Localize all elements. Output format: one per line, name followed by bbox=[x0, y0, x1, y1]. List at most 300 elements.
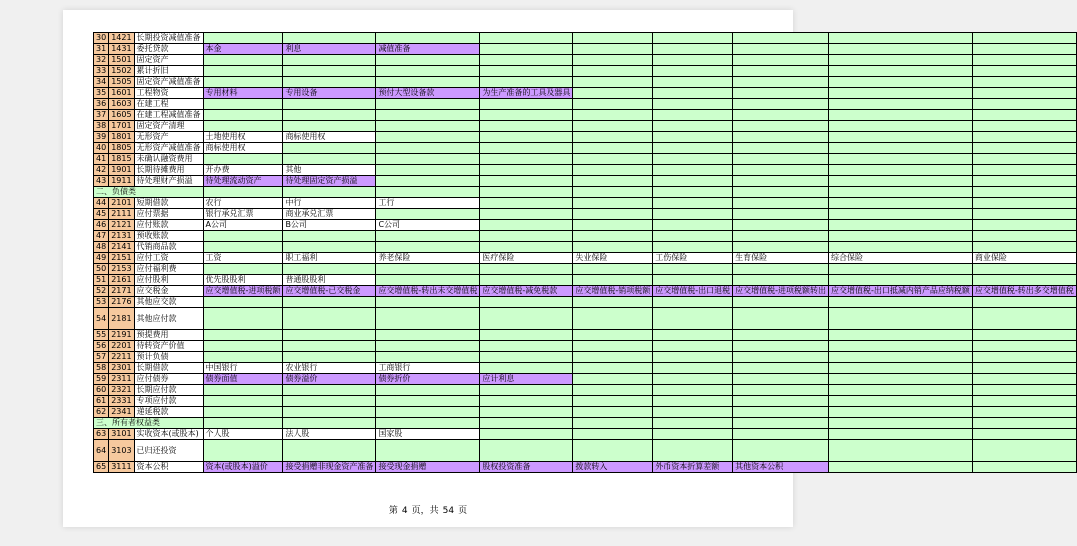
sub-account-cell bbox=[376, 330, 480, 341]
sub-account-cell bbox=[480, 121, 573, 132]
sub-account-cell bbox=[203, 154, 283, 165]
section-header-row bbox=[94, 418, 1077, 429]
sub-account-cell bbox=[283, 110, 376, 121]
sub-account-cell: 生育保险 bbox=[733, 253, 829, 264]
row-number-cell: 58 bbox=[94, 363, 109, 374]
account-name-cell: 固定资产减值准备 bbox=[134, 77, 203, 88]
sub-account-cell bbox=[480, 275, 573, 286]
account-name-cell: 待处理财产损溢 bbox=[134, 176, 203, 187]
sub-account-cell bbox=[376, 187, 480, 198]
sub-account-cell bbox=[829, 275, 973, 286]
sub-account-cell bbox=[203, 396, 283, 407]
sub-account-cell bbox=[573, 385, 653, 396]
sub-account-cell bbox=[829, 264, 973, 275]
sub-account-cell bbox=[972, 55, 1076, 66]
sub-account-cell bbox=[573, 242, 653, 253]
sub-account-cell: 其他资本公积 bbox=[733, 462, 829, 473]
sub-account-cell: 土地使用权 bbox=[203, 132, 283, 143]
sub-account-cell bbox=[480, 220, 573, 231]
page-footer bbox=[63, 503, 793, 516]
row-number-cell: 49 bbox=[94, 253, 109, 264]
table-row bbox=[94, 198, 1077, 209]
table-row bbox=[94, 286, 1077, 297]
sub-account-cell: 工商银行 bbox=[376, 363, 480, 374]
sub-account-cell bbox=[829, 385, 973, 396]
sub-account-cell: 应交增值税-出口抵减内销产品应纳税额 bbox=[829, 286, 973, 297]
account-name-cell: 预计负债 bbox=[134, 352, 203, 363]
account-code-cell: 1431 bbox=[109, 44, 134, 55]
sub-account-cell bbox=[573, 55, 653, 66]
sub-account-cell: 专用设备 bbox=[283, 88, 376, 99]
sub-account-cell bbox=[733, 275, 829, 286]
sub-account-cell bbox=[376, 242, 480, 253]
sub-account-cell bbox=[972, 220, 1076, 231]
sub-account-cell bbox=[653, 88, 733, 99]
footer-page-number: 4 bbox=[401, 506, 408, 516]
row-number-cell: 43 bbox=[94, 176, 109, 187]
account-name-cell: 累计折旧 bbox=[134, 66, 203, 77]
row-number-cell: 62 bbox=[94, 407, 109, 418]
sub-account-cell bbox=[573, 165, 653, 176]
sub-account-cell bbox=[480, 341, 573, 352]
sub-account-cell bbox=[829, 297, 973, 308]
table-row bbox=[94, 154, 1077, 165]
sub-account-cell bbox=[829, 33, 973, 44]
footer-prefix: 第 bbox=[388, 506, 398, 516]
table-row bbox=[94, 374, 1077, 385]
sub-account-cell bbox=[573, 110, 653, 121]
sub-account-cell: 其他 bbox=[283, 165, 376, 176]
sub-account-cell bbox=[573, 209, 653, 220]
sub-account-cell: 中国银行 bbox=[203, 363, 283, 374]
sub-account-cell bbox=[972, 165, 1076, 176]
sub-account-cell bbox=[573, 407, 653, 418]
sub-account-cell: 本金 bbox=[203, 44, 283, 55]
sub-account-cell: 应交增值税-减免税款 bbox=[480, 286, 573, 297]
account-name-cell: 待转资产价值 bbox=[134, 341, 203, 352]
sub-account-cell: B公司 bbox=[283, 220, 376, 231]
sub-account-cell bbox=[653, 363, 733, 374]
table-row bbox=[94, 330, 1077, 341]
sub-account-cell bbox=[972, 352, 1076, 363]
sub-account-cell bbox=[283, 308, 376, 330]
sub-account-cell: 养老保险 bbox=[376, 253, 480, 264]
sub-account-cell bbox=[376, 66, 480, 77]
sub-account-cell: 商业承兑汇票 bbox=[283, 209, 376, 220]
sub-account-cell bbox=[972, 44, 1076, 55]
sub-account-cell: 银行承兑汇票 bbox=[203, 209, 283, 220]
account-name-cell: 代销商品款 bbox=[134, 242, 203, 253]
sub-account-cell bbox=[653, 264, 733, 275]
sub-account-cell bbox=[733, 176, 829, 187]
sub-account-cell bbox=[733, 440, 829, 462]
sub-account-cell bbox=[972, 341, 1076, 352]
footer-suffix: 页 bbox=[458, 506, 468, 516]
sub-account-cell bbox=[653, 187, 733, 198]
sub-account-cell bbox=[733, 429, 829, 440]
sub-account-cell bbox=[376, 264, 480, 275]
sub-account-cell bbox=[733, 418, 829, 429]
account-name-cell: 在建工程 bbox=[134, 99, 203, 110]
sub-account-cell bbox=[733, 374, 829, 385]
sub-account-cell bbox=[283, 154, 376, 165]
sub-account-cell bbox=[203, 418, 283, 429]
sub-account-cell bbox=[283, 297, 376, 308]
sub-account-cell bbox=[480, 363, 573, 374]
sub-account-cell: 应交增值税-销项税额 bbox=[573, 286, 653, 297]
sub-account-cell bbox=[283, 77, 376, 88]
sub-account-cell bbox=[972, 418, 1076, 429]
table-row bbox=[94, 341, 1077, 352]
sub-account-cell bbox=[203, 231, 283, 242]
sub-account-cell bbox=[480, 231, 573, 242]
account-code-cell: 1502 bbox=[109, 66, 134, 77]
sub-account-cell bbox=[376, 154, 480, 165]
row-number-cell: 37 bbox=[94, 110, 109, 121]
sub-account-cell: 开办费 bbox=[203, 165, 283, 176]
sub-account-cell bbox=[972, 308, 1076, 330]
sub-account-cell bbox=[653, 396, 733, 407]
sub-account-cell bbox=[283, 143, 376, 154]
sub-account-cell bbox=[480, 132, 573, 143]
sub-account-cell bbox=[203, 242, 283, 253]
sub-account-cell bbox=[653, 99, 733, 110]
sub-account-cell bbox=[203, 308, 283, 330]
sub-account-cell bbox=[480, 77, 573, 88]
sub-account-cell: 应交增值税-转出未交增值税 bbox=[376, 286, 480, 297]
sub-account-cell bbox=[203, 187, 283, 198]
row-number-cell: 55 bbox=[94, 330, 109, 341]
account-code-cell: 3103 bbox=[109, 440, 134, 462]
sub-account-cell: 为生产准备的工具及器具 bbox=[480, 88, 573, 99]
sub-account-cell bbox=[829, 462, 973, 473]
row-number-cell: 65 bbox=[94, 462, 109, 473]
sub-account-cell bbox=[653, 231, 733, 242]
sub-account-cell bbox=[376, 352, 480, 363]
table-row bbox=[94, 33, 1077, 44]
sub-account-cell bbox=[829, 55, 973, 66]
sub-account-cell bbox=[653, 330, 733, 341]
account-name-cell: 固定资产 bbox=[134, 55, 203, 66]
sub-account-cell bbox=[480, 440, 573, 462]
sub-account-cell bbox=[829, 187, 973, 198]
sub-account-cell bbox=[733, 363, 829, 374]
sub-account-cell bbox=[972, 374, 1076, 385]
sub-account-cell bbox=[283, 330, 376, 341]
sub-account-cell bbox=[972, 242, 1076, 253]
sub-account-cell bbox=[376, 33, 480, 44]
account-code-cell: 2176 bbox=[109, 297, 134, 308]
table-row bbox=[94, 66, 1077, 77]
table-row bbox=[94, 209, 1077, 220]
table-row bbox=[94, 264, 1077, 275]
sub-account-cell bbox=[203, 99, 283, 110]
sub-account-cell bbox=[376, 176, 480, 187]
sub-account-cell bbox=[283, 187, 376, 198]
sub-account-cell bbox=[733, 308, 829, 330]
account-code-cell: 2201 bbox=[109, 341, 134, 352]
sub-account-cell bbox=[203, 77, 283, 88]
account-code-cell: 2181 bbox=[109, 308, 134, 330]
sub-account-cell bbox=[573, 77, 653, 88]
sub-account-cell bbox=[203, 55, 283, 66]
sub-account-cell bbox=[653, 385, 733, 396]
sub-account-cell bbox=[653, 154, 733, 165]
sub-account-cell bbox=[972, 209, 1076, 220]
sub-account-cell bbox=[653, 242, 733, 253]
sub-account-cell: 应计利息 bbox=[480, 374, 573, 385]
sub-account-cell bbox=[829, 407, 973, 418]
sub-account-cell bbox=[733, 396, 829, 407]
sub-account-cell bbox=[283, 242, 376, 253]
sub-account-cell bbox=[376, 308, 480, 330]
sub-account-cell bbox=[829, 66, 973, 77]
sub-account-cell bbox=[829, 110, 973, 121]
sub-account-cell bbox=[829, 132, 973, 143]
sub-account-cell bbox=[480, 99, 573, 110]
sub-account-cell bbox=[480, 418, 573, 429]
sub-account-cell bbox=[829, 363, 973, 374]
sub-account-cell: 债券面值 bbox=[203, 374, 283, 385]
account-name-cell: 资本公积 bbox=[134, 462, 203, 473]
sub-account-cell bbox=[733, 66, 829, 77]
sub-account-cell bbox=[480, 110, 573, 121]
sub-account-cell bbox=[829, 220, 973, 231]
row-number-cell: 57 bbox=[94, 352, 109, 363]
sub-account-cell bbox=[653, 220, 733, 231]
account-name-cell: 专项应付款 bbox=[134, 396, 203, 407]
section-label: 三、所有者权益类 bbox=[94, 418, 204, 429]
sub-account-cell bbox=[972, 99, 1076, 110]
sub-account-cell bbox=[573, 264, 653, 275]
sub-account-cell bbox=[829, 143, 973, 154]
sub-account-cell bbox=[573, 88, 653, 99]
sub-account-cell bbox=[733, 187, 829, 198]
sub-account-cell bbox=[376, 209, 480, 220]
sub-account-cell bbox=[733, 352, 829, 363]
sub-account-cell: 债券溢价 bbox=[283, 374, 376, 385]
sub-account-cell bbox=[480, 165, 573, 176]
sub-account-cell bbox=[283, 440, 376, 462]
row-number-cell: 48 bbox=[94, 242, 109, 253]
sub-account-cell bbox=[972, 231, 1076, 242]
sub-account-cell: 普通股股利 bbox=[283, 275, 376, 286]
sub-account-cell bbox=[480, 44, 573, 55]
account-name-cell: 递延税款 bbox=[134, 407, 203, 418]
sub-account-cell bbox=[829, 352, 973, 363]
sub-account-cell: 农行 bbox=[203, 198, 283, 209]
sub-account-cell bbox=[972, 143, 1076, 154]
sub-account-cell bbox=[653, 407, 733, 418]
row-number-cell: 34 bbox=[94, 77, 109, 88]
row-number-cell: 45 bbox=[94, 209, 109, 220]
sub-account-cell bbox=[376, 99, 480, 110]
table-row bbox=[94, 88, 1077, 99]
sub-account-cell bbox=[733, 77, 829, 88]
table-row bbox=[94, 407, 1077, 418]
sub-account-cell bbox=[573, 132, 653, 143]
sub-account-cell bbox=[733, 88, 829, 99]
sub-account-cell bbox=[376, 231, 480, 242]
sub-account-cell bbox=[829, 77, 973, 88]
sub-account-cell bbox=[203, 385, 283, 396]
account-name-cell: 长期借款 bbox=[134, 363, 203, 374]
account-code-cell: 3101 bbox=[109, 429, 134, 440]
sub-account-cell bbox=[733, 297, 829, 308]
row-number-cell: 41 bbox=[94, 154, 109, 165]
sub-account-cell bbox=[203, 264, 283, 275]
sub-account-cell bbox=[283, 99, 376, 110]
account-code-cell: 3111 bbox=[109, 462, 134, 473]
sub-account-cell: 应交增值税-转出多交增值税 bbox=[972, 286, 1076, 297]
sub-account-cell bbox=[653, 352, 733, 363]
sub-account-cell bbox=[376, 121, 480, 132]
sub-account-cell bbox=[653, 209, 733, 220]
sub-account-cell: C公司 bbox=[376, 220, 480, 231]
sub-account-cell bbox=[972, 121, 1076, 132]
sub-account-cell: 商标使用权 bbox=[283, 132, 376, 143]
sub-account-cell bbox=[480, 429, 573, 440]
sub-account-cell bbox=[733, 143, 829, 154]
sub-account-cell bbox=[653, 308, 733, 330]
sub-account-cell: 利息 bbox=[283, 44, 376, 55]
sub-account-cell bbox=[480, 330, 573, 341]
account-code-cell: 2131 bbox=[109, 231, 134, 242]
sub-account-cell bbox=[283, 66, 376, 77]
sub-account-cell bbox=[653, 66, 733, 77]
account-name-cell: 应付股利 bbox=[134, 275, 203, 286]
account-name-cell: 长期应付款 bbox=[134, 385, 203, 396]
sub-account-cell bbox=[573, 220, 653, 231]
sub-account-cell bbox=[480, 187, 573, 198]
sub-account-cell bbox=[283, 55, 376, 66]
sub-account-cell bbox=[480, 66, 573, 77]
sub-account-cell bbox=[283, 264, 376, 275]
account-code-cell: 1805 bbox=[109, 143, 134, 154]
table-row bbox=[94, 352, 1077, 363]
row-number-cell: 53 bbox=[94, 297, 109, 308]
account-code-cell: 2191 bbox=[109, 330, 134, 341]
sub-account-cell bbox=[480, 176, 573, 187]
account-code-cell: 2151 bbox=[109, 253, 134, 264]
sub-account-cell bbox=[829, 209, 973, 220]
sub-account-cell bbox=[203, 341, 283, 352]
table-row bbox=[94, 308, 1077, 330]
sub-account-cell bbox=[376, 341, 480, 352]
sub-account-cell bbox=[480, 297, 573, 308]
account-code-cell: 1701 bbox=[109, 121, 134, 132]
account-code-cell: 1421 bbox=[109, 33, 134, 44]
sub-account-cell bbox=[480, 264, 573, 275]
sub-account-cell: 拨款转入 bbox=[573, 462, 653, 473]
sub-account-cell: 工伤保险 bbox=[653, 253, 733, 264]
sub-account-cell bbox=[480, 308, 573, 330]
sub-account-cell bbox=[733, 55, 829, 66]
account-name-cell: 应付福利费 bbox=[134, 264, 203, 275]
row-number-cell: 61 bbox=[94, 396, 109, 407]
account-name-cell: 应付工资 bbox=[134, 253, 203, 264]
sub-account-cell bbox=[829, 341, 973, 352]
sub-account-cell bbox=[829, 88, 973, 99]
sub-account-cell: 资本(或股本)溢价 bbox=[203, 462, 283, 473]
section-header-row bbox=[94, 187, 1077, 198]
sub-account-cell: 待处理固定资产损溢 bbox=[283, 176, 376, 187]
sub-account-cell: 优先股股利 bbox=[203, 275, 283, 286]
sub-account-cell bbox=[376, 297, 480, 308]
sub-account-cell: 减值准备 bbox=[376, 44, 480, 55]
account-name-cell: 预收账款 bbox=[134, 231, 203, 242]
sub-account-cell bbox=[480, 396, 573, 407]
sub-account-cell bbox=[283, 396, 376, 407]
sub-account-cell bbox=[573, 231, 653, 242]
sub-account-cell bbox=[480, 209, 573, 220]
account-code-cell: 1601 bbox=[109, 88, 134, 99]
table-row bbox=[94, 121, 1077, 132]
sub-account-cell: 农业银行 bbox=[283, 363, 376, 374]
table-row bbox=[94, 462, 1077, 473]
sub-account-cell bbox=[972, 77, 1076, 88]
sub-account-cell bbox=[733, 154, 829, 165]
row-number-cell: 31 bbox=[94, 44, 109, 55]
sub-account-cell bbox=[376, 165, 480, 176]
sub-account-cell bbox=[733, 121, 829, 132]
account-name-cell: 应交税金 bbox=[134, 286, 203, 297]
account-name-cell: 实收资本(或股本) bbox=[134, 429, 203, 440]
sub-account-cell: 综合保险 bbox=[829, 253, 973, 264]
sub-account-cell bbox=[733, 110, 829, 121]
sub-account-cell bbox=[480, 407, 573, 418]
account-code-cell: 2121 bbox=[109, 220, 134, 231]
row-number-cell: 47 bbox=[94, 231, 109, 242]
sub-account-cell bbox=[283, 352, 376, 363]
table-row bbox=[94, 99, 1077, 110]
table-row bbox=[94, 253, 1077, 264]
table-row bbox=[94, 55, 1077, 66]
sub-account-cell bbox=[283, 121, 376, 132]
account-name-cell: 其他应付款 bbox=[134, 308, 203, 330]
sub-account-cell bbox=[829, 198, 973, 209]
account-code-cell: 2321 bbox=[109, 385, 134, 396]
sub-account-cell bbox=[733, 407, 829, 418]
row-number-cell: 52 bbox=[94, 286, 109, 297]
account-name-cell: 未确认融资费用 bbox=[134, 154, 203, 165]
sub-account-cell bbox=[573, 143, 653, 154]
sub-account-cell bbox=[733, 220, 829, 231]
sub-account-cell bbox=[203, 352, 283, 363]
row-number-cell: 33 bbox=[94, 66, 109, 77]
sub-account-cell: 商标使用权 bbox=[203, 143, 283, 154]
sub-account-cell: 中行 bbox=[283, 198, 376, 209]
sub-account-cell bbox=[972, 110, 1076, 121]
account-code-cell: 2153 bbox=[109, 264, 134, 275]
sub-account-cell bbox=[972, 275, 1076, 286]
account-name-cell: 无形资产减值准备 bbox=[134, 143, 203, 154]
sub-account-cell bbox=[573, 418, 653, 429]
table-row bbox=[94, 429, 1077, 440]
sub-account-cell bbox=[480, 154, 573, 165]
sub-account-cell bbox=[653, 275, 733, 286]
sub-account-cell bbox=[733, 33, 829, 44]
row-number-cell: 54 bbox=[94, 308, 109, 330]
sub-account-cell bbox=[653, 341, 733, 352]
sub-account-cell: 接受现金捐赠 bbox=[376, 462, 480, 473]
table-row bbox=[94, 176, 1077, 187]
account-name-cell: 短期借款 bbox=[134, 198, 203, 209]
sub-account-cell bbox=[733, 242, 829, 253]
sub-account-cell bbox=[283, 33, 376, 44]
table-row bbox=[94, 165, 1077, 176]
sub-account-cell: 法人股 bbox=[283, 429, 376, 440]
